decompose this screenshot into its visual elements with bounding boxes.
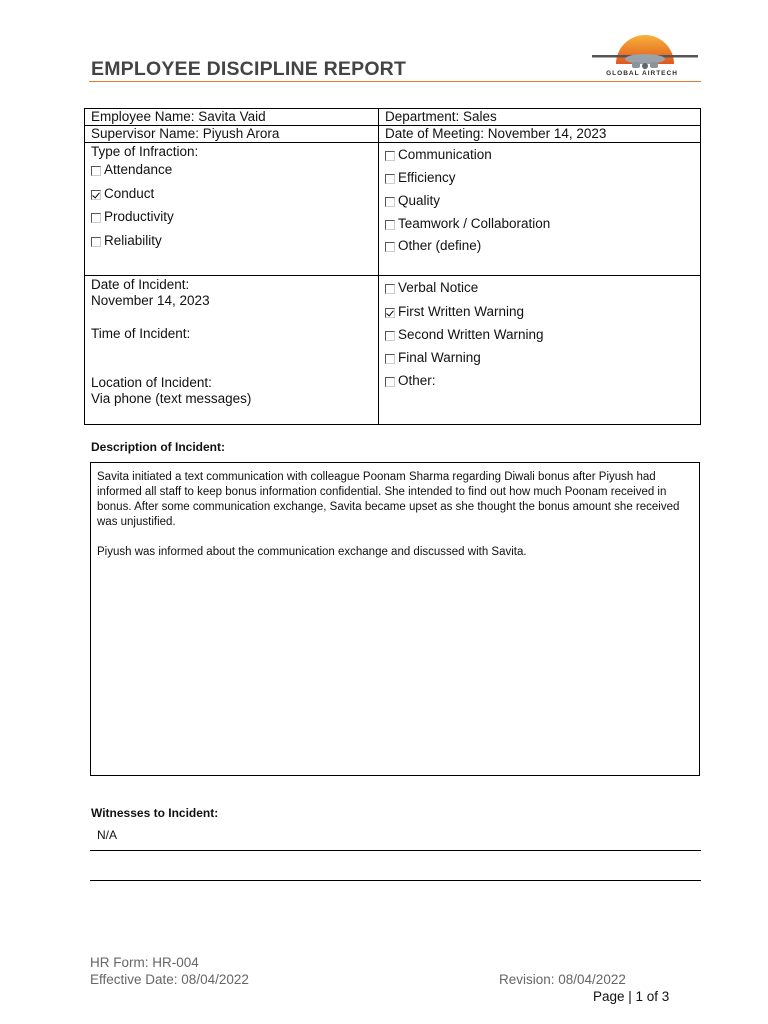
- checked-checkbox-icon[interactable]: [91, 190, 101, 200]
- checked-checkbox-icon[interactable]: [385, 308, 395, 318]
- checkbox-icon[interactable]: [385, 331, 395, 341]
- checkbox-icon[interactable]: [385, 284, 395, 294]
- hr-form-number: HR Form: HR-004: [90, 955, 199, 970]
- supervisor-name: Supervisor Name: Piyush Arora: [91, 126, 280, 141]
- checkbox-icon[interactable]: [385, 242, 395, 252]
- date-of-incident-value: November 14, 2023: [91, 293, 210, 308]
- checkbox-icon[interactable]: [385, 354, 395, 364]
- option-label: Quality: [398, 193, 441, 208]
- infraction-option-teamwork[interactable]: [385, 216, 550, 232]
- department: Department: Sales: [385, 109, 497, 124]
- infraction-label: Type of Infraction:: [91, 144, 199, 159]
- checkbox-icon[interactable]: [91, 237, 101, 247]
- report-title: EMPLOYEE DISCIPLINE REPORT: [91, 58, 407, 80]
- employee-name: Employee Name: Savita Vaid: [91, 109, 266, 124]
- table-border-left: [84, 108, 85, 425]
- checkbox-icon[interactable]: [91, 213, 101, 223]
- option-label: Other (define): [398, 238, 482, 253]
- infraction-option-quality[interactable]: [385, 193, 440, 209]
- action-option-final-warning[interactable]: [385, 350, 481, 366]
- option-label: Verbal Notice: [398, 280, 479, 295]
- option-label: Communication: [398, 147, 492, 162]
- logo-text: GLOBAL AIRTECH: [606, 70, 678, 77]
- infraction-option-communication[interactable]: [385, 147, 492, 163]
- checkbox-icon[interactable]: [385, 220, 395, 230]
- action-option-verbal-notice[interactable]: [385, 280, 478, 296]
- option-label: Final Warning: [398, 350, 481, 365]
- witnesses-value: N/A: [97, 828, 118, 842]
- page-number: Page | 1 of 3: [593, 989, 670, 1004]
- infraction-option-reliability[interactable]: [91, 233, 162, 249]
- checkbox-icon[interactable]: [385, 151, 395, 161]
- option-label: Attendance: [104, 162, 173, 177]
- table-column-divider: [378, 108, 379, 425]
- infraction-option-attendance[interactable]: [91, 162, 172, 178]
- action-option-first-written-warning[interactable]: [385, 304, 524, 320]
- option-label: Teamwork / Collaboration: [398, 216, 551, 231]
- option-label: Productivity: [104, 209, 174, 224]
- location-of-incident-value: Via phone (text messages): [91, 391, 252, 406]
- table-border-bottom: [84, 424, 701, 425]
- infraction-option-productivity[interactable]: [91, 209, 174, 225]
- option-label: Other:: [398, 373, 436, 388]
- option-label: Conduct: [104, 186, 155, 201]
- checkbox-icon[interactable]: [385, 174, 395, 184]
- action-option-second-written-warning[interactable]: [385, 327, 544, 343]
- witness-line[interactable]: [90, 850, 701, 851]
- revision-date: Revision: 08/04/2022: [499, 972, 626, 987]
- effective-date: Effective Date: 08/04/2022: [90, 972, 249, 987]
- checkbox-icon[interactable]: [385, 197, 395, 207]
- infraction-option-efficiency[interactable]: [385, 170, 456, 186]
- date-of-incident-label: Date of Incident:: [91, 277, 190, 292]
- option-label: Reliability: [104, 233, 162, 248]
- witness-line[interactable]: [90, 880, 701, 881]
- description-paragraph: Savita initiated a text communication with colleague Poonam Sharma regarding Diwali bonus after Piyush had informed all staff to keep bonus information confidential. She intended to find out how much Poonam received in bonus. After some communication exchange, Savita became upset as she thought the bonus amount she received was unjustified.: [97, 471, 680, 528]
- time-of-incident-label: Time of Incident:: [91, 326, 191, 341]
- option-label: Efficiency: [398, 170, 456, 185]
- table-border-right: [700, 108, 701, 425]
- description-paragraph: Piyush was informed about the communication exchange and discussed with Savita.: [97, 546, 527, 558]
- location-of-incident-label: Location of Incident:: [91, 375, 212, 390]
- table-row-divider: [84, 142, 701, 143]
- witnesses-label: Witnesses to Incident:: [91, 806, 219, 820]
- option-label: Second Written Warning: [398, 327, 544, 342]
- infraction-option-other[interactable]: [385, 238, 481, 254]
- checkbox-icon[interactable]: [385, 377, 395, 387]
- description-label: Description of Incident:: [91, 440, 226, 454]
- checkbox-icon[interactable]: [91, 166, 101, 176]
- table-row-divider: [84, 275, 701, 276]
- option-label: First Written Warning: [398, 304, 525, 319]
- date-of-meeting: Date of Meeting: November 14, 2023: [385, 126, 607, 141]
- infraction-option-conduct[interactable]: [91, 186, 154, 202]
- action-option-other[interactable]: [385, 373, 436, 389]
